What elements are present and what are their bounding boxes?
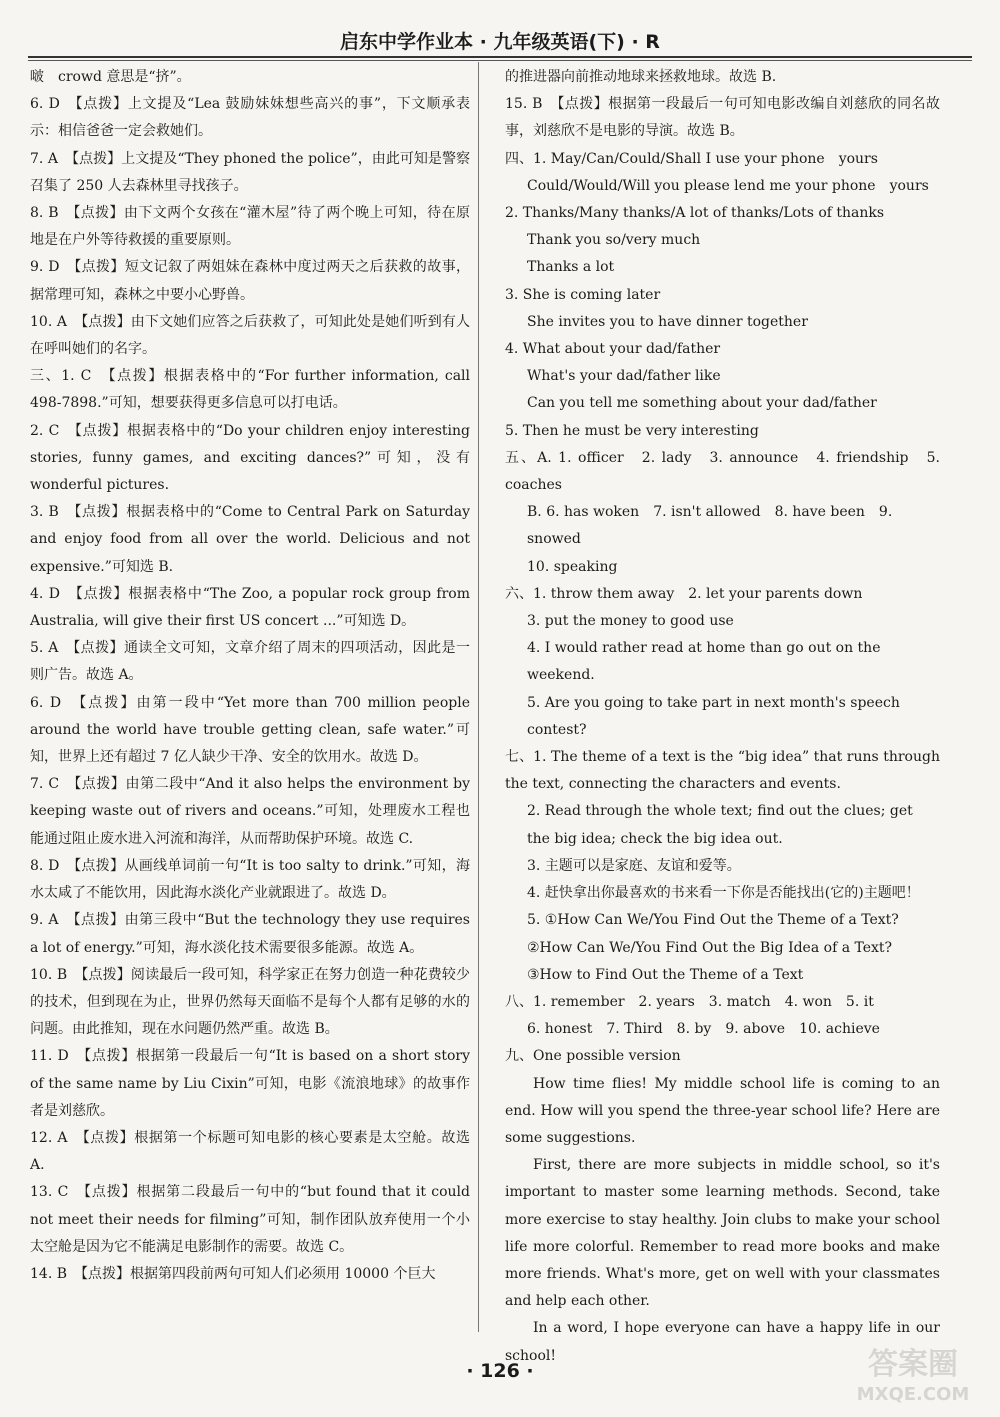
essay-paragraph: First, there are more subjects in middle school, so it's important to master some learning methods. Second, take more exercise to stay healthy. Join clubs to make your school life more colorful. Remember to read more books and make more friends. What's more, get on well with your classmates and help each other. (505, 1157, 940, 1310)
answer-alt: 5. ①How Can We/You Find Out the Theme of a Text? (527, 912, 899, 929)
answer-item: 7. A 【点拨】上文提及“They phoned the police”，由此可知是警察召集了 250 人去森林里寻找孩子。 (30, 150, 470, 194)
answer-alt: Thanks a lot (527, 259, 615, 276)
answer-item: 五、A. 1. officer 2. lady 3. announce 4. friendship 5. coaches (505, 449, 940, 494)
page-title: 启东中学作业本 · 九年级英语(下) · R (330, 27, 670, 54)
answer-alt: Thank you so/very much (527, 232, 701, 249)
answer-item: 14. B 【点拨】根据第四段前两句可知人们必须用 10000 个巨大 (30, 1265, 436, 1282)
answer-item: 2. Thanks/Many thanks/A lot of thanks/Lots of thanks (505, 205, 885, 222)
answer-alt: Can you tell me something about your dad/father (527, 395, 877, 412)
answer-item: 7. C 【点拨】由第二段中“And it also helps the environment by keeping waste out of rivers and oceans.”可知，处理废水工程也能通过阻止废水进入河流和海洋，从而帮助保护环境。故选 C. (30, 776, 470, 847)
page-number: · 126 · (466, 1360, 534, 1382)
answer-item: 5. A 【点拨】通读全文可知，文章介绍了周末的四项活动，因此是一则广告。故选 A。 (30, 640, 470, 684)
answer-alt: 6. honest 7. Third 8. by 9. above 10. achieve (527, 1021, 880, 1038)
answer-item: 5. Then he must be very interesting (505, 422, 759, 439)
answer-item: 啵 crowd 意思是“挤”。 (30, 69, 191, 85)
answer-alt: B. 6. has woken 7. isn't allowed 8. have been 9. snowed (527, 504, 893, 548)
answer-alt: 3. put the money to good use (527, 613, 734, 630)
answer-alt: Could/Would/Will you please lend me your phone yours (527, 177, 929, 194)
answer-item: 2. C 【点拨】根据表格中的“Do your children enjoy interesting stories, funny games, and exciting dances?”可知，没有 wonderful pictures. (30, 422, 470, 494)
answer-item: 6. D 【点拨】由第一段中“Yet more than 700 million people around the world have trouble getting clean, safe water.”可知，世界上还有超过 7 亿人缺少干净、安全的饮用水。故选 D。 (30, 694, 470, 766)
answer-alt: 10. speaking (527, 558, 618, 575)
answer-alt: 3. 主题可以是家庭、友谊和爱等。 (527, 857, 741, 874)
page-header (28, 26, 972, 54)
answer-alt: 2. Read through the whole text; find out the clues; get the big idea; check the big idea out. (527, 803, 913, 847)
answer-alt: 5. Are you going to take part in next month's speech contest? (527, 694, 900, 738)
answer-item: 10. A 【点拨】由下文她们应答之后获救了，可知此处是她们听到有人在呼叫她们的名字。 (30, 313, 470, 358)
essay-paragraph: How time flies! My middle school life is coming to an end. How will you spend the three-year school life? Here are some suggestions. (505, 1075, 940, 1146)
answer-item: 八、1. remember 2. years 3. match 4. won 5. it (505, 993, 874, 1010)
right-column (505, 64, 940, 1370)
answer-item: 15. B 【点拨】根据第一段最后一句可知电影改编自刘慈欣的同名故事，刘慈欣不是电影的导演。故选 B。 (505, 96, 940, 140)
answer-item: 三、1. C 【点拨】根据表格中的“For further information, call 498-7898.”可知，想要获得更多信息可以打电话。 (30, 368, 470, 412)
answer-item: 6. D 【点拨】上文提及“Lea 鼓励妹妹想些高兴的事”，下文顺承表示：相信爸爸一定会救她们。 (30, 96, 470, 140)
answer-item: 11. D 【点拨】根据第一段最后一句“It is based on a short story of the same name by Liu Cixin”可知，电影《流浪地球》的故事作者是刘慈欣。 (30, 1048, 470, 1119)
left-column (30, 64, 470, 1288)
answer-item: 3. She is coming later (505, 286, 661, 303)
watermark-url: MXQE.COM (856, 1384, 970, 1405)
answer-item: 七、1. The theme of a text is the “big idea” that runs through the text, connecting the characters and events. (505, 749, 940, 793)
answer-item: 10. B 【点拨】阅读最后一段可知，科学家正在努力创造一种花费较少的技术，但到现在为止，世界仍然每天面临不是每个人都有足够的水的问题。由此推知，现在水问题仍然严重。故选 B。 (30, 966, 470, 1038)
answer-item: 六、1. throw them away 2. let your parents down (505, 585, 863, 602)
answer-item: 8. B 【点拨】由下文两个女孩在“灌木屋”待了两个晚上可知，待在原地是在户外等待救援的重要原则。 (30, 205, 470, 249)
answer-alt: What's your dad/father like (527, 368, 721, 385)
watermark-title: 答案圈 (868, 1347, 958, 1382)
answer-alt: 4. I would rather read at home than go out on the weekend. (527, 640, 881, 684)
answer-alt: ③How to Find Out the Theme of a Text (527, 966, 804, 983)
answer-alt: 4. 赶快拿出你最喜欢的书来看一下你是否能找出(它的)主题吧！ (527, 885, 920, 902)
answer-item: 8. D 【点拨】从画线单词前一句“It is too salty to drink.”可知，海水太咸了不能饮用，因此海水淡化产业就跟进了。故选 D。 (30, 857, 470, 902)
answer-alt: ②How Can We/You Find Out the Big Idea of a Text? (527, 939, 893, 956)
answer-item: 12. A 【点拨】根据第一个标题可知电影的核心要素是太空舱。故选 A. (30, 1129, 470, 1174)
watermark-logo (838, 1338, 988, 1408)
answer-item: 3. B 【点拨】根据表格中的“Come to Central Park on Saturday and enjoy food from all over the world. Delicious and not expensive.”可知选 B. (30, 504, 470, 575)
answer-item: 13. C 【点拨】根据第二段最后一句中的“but found that it could not meet their needs for filming”可知，制作团队放弃使用一个小太空舱是因为它不能满足电影制作的需要。故选 C。 (30, 1184, 470, 1255)
answer-alt: She invites you to have dinner together (527, 313, 808, 330)
column-divider (478, 62, 479, 1332)
answer-item: 四、1. May/Can/Could/Shall I use your phone yours (505, 150, 878, 167)
header-rule-thin (28, 60, 972, 61)
answer-item: 9. A 【点拨】由第三段中“But the technology they use requires a lot of energy.”可知，海水淡化技术需要很多能源。故选 A。 (30, 912, 470, 956)
header-rule (28, 56, 972, 58)
answer-item: 的推进器向前推动地球来拯救地球。故选 B. (505, 69, 777, 85)
answer-item: 九、One possible version (505, 1048, 681, 1065)
answer-item: 4. What about your dad/father (505, 341, 721, 358)
essay-paragraph: In a word, I hope everyone can have a happy life in our school! (505, 1320, 940, 1364)
answer-item: 9. D 【点拨】短文记叙了两姐妹在森林中度过两天之后获救的故事，据常理可知，森林之中要小心野兽。 (30, 259, 470, 303)
answer-item: 4. D 【点拨】根据表格中“The Zoo, a popular rock group from Australia, will give their first US concert ...”可知选 D。 (30, 585, 470, 630)
